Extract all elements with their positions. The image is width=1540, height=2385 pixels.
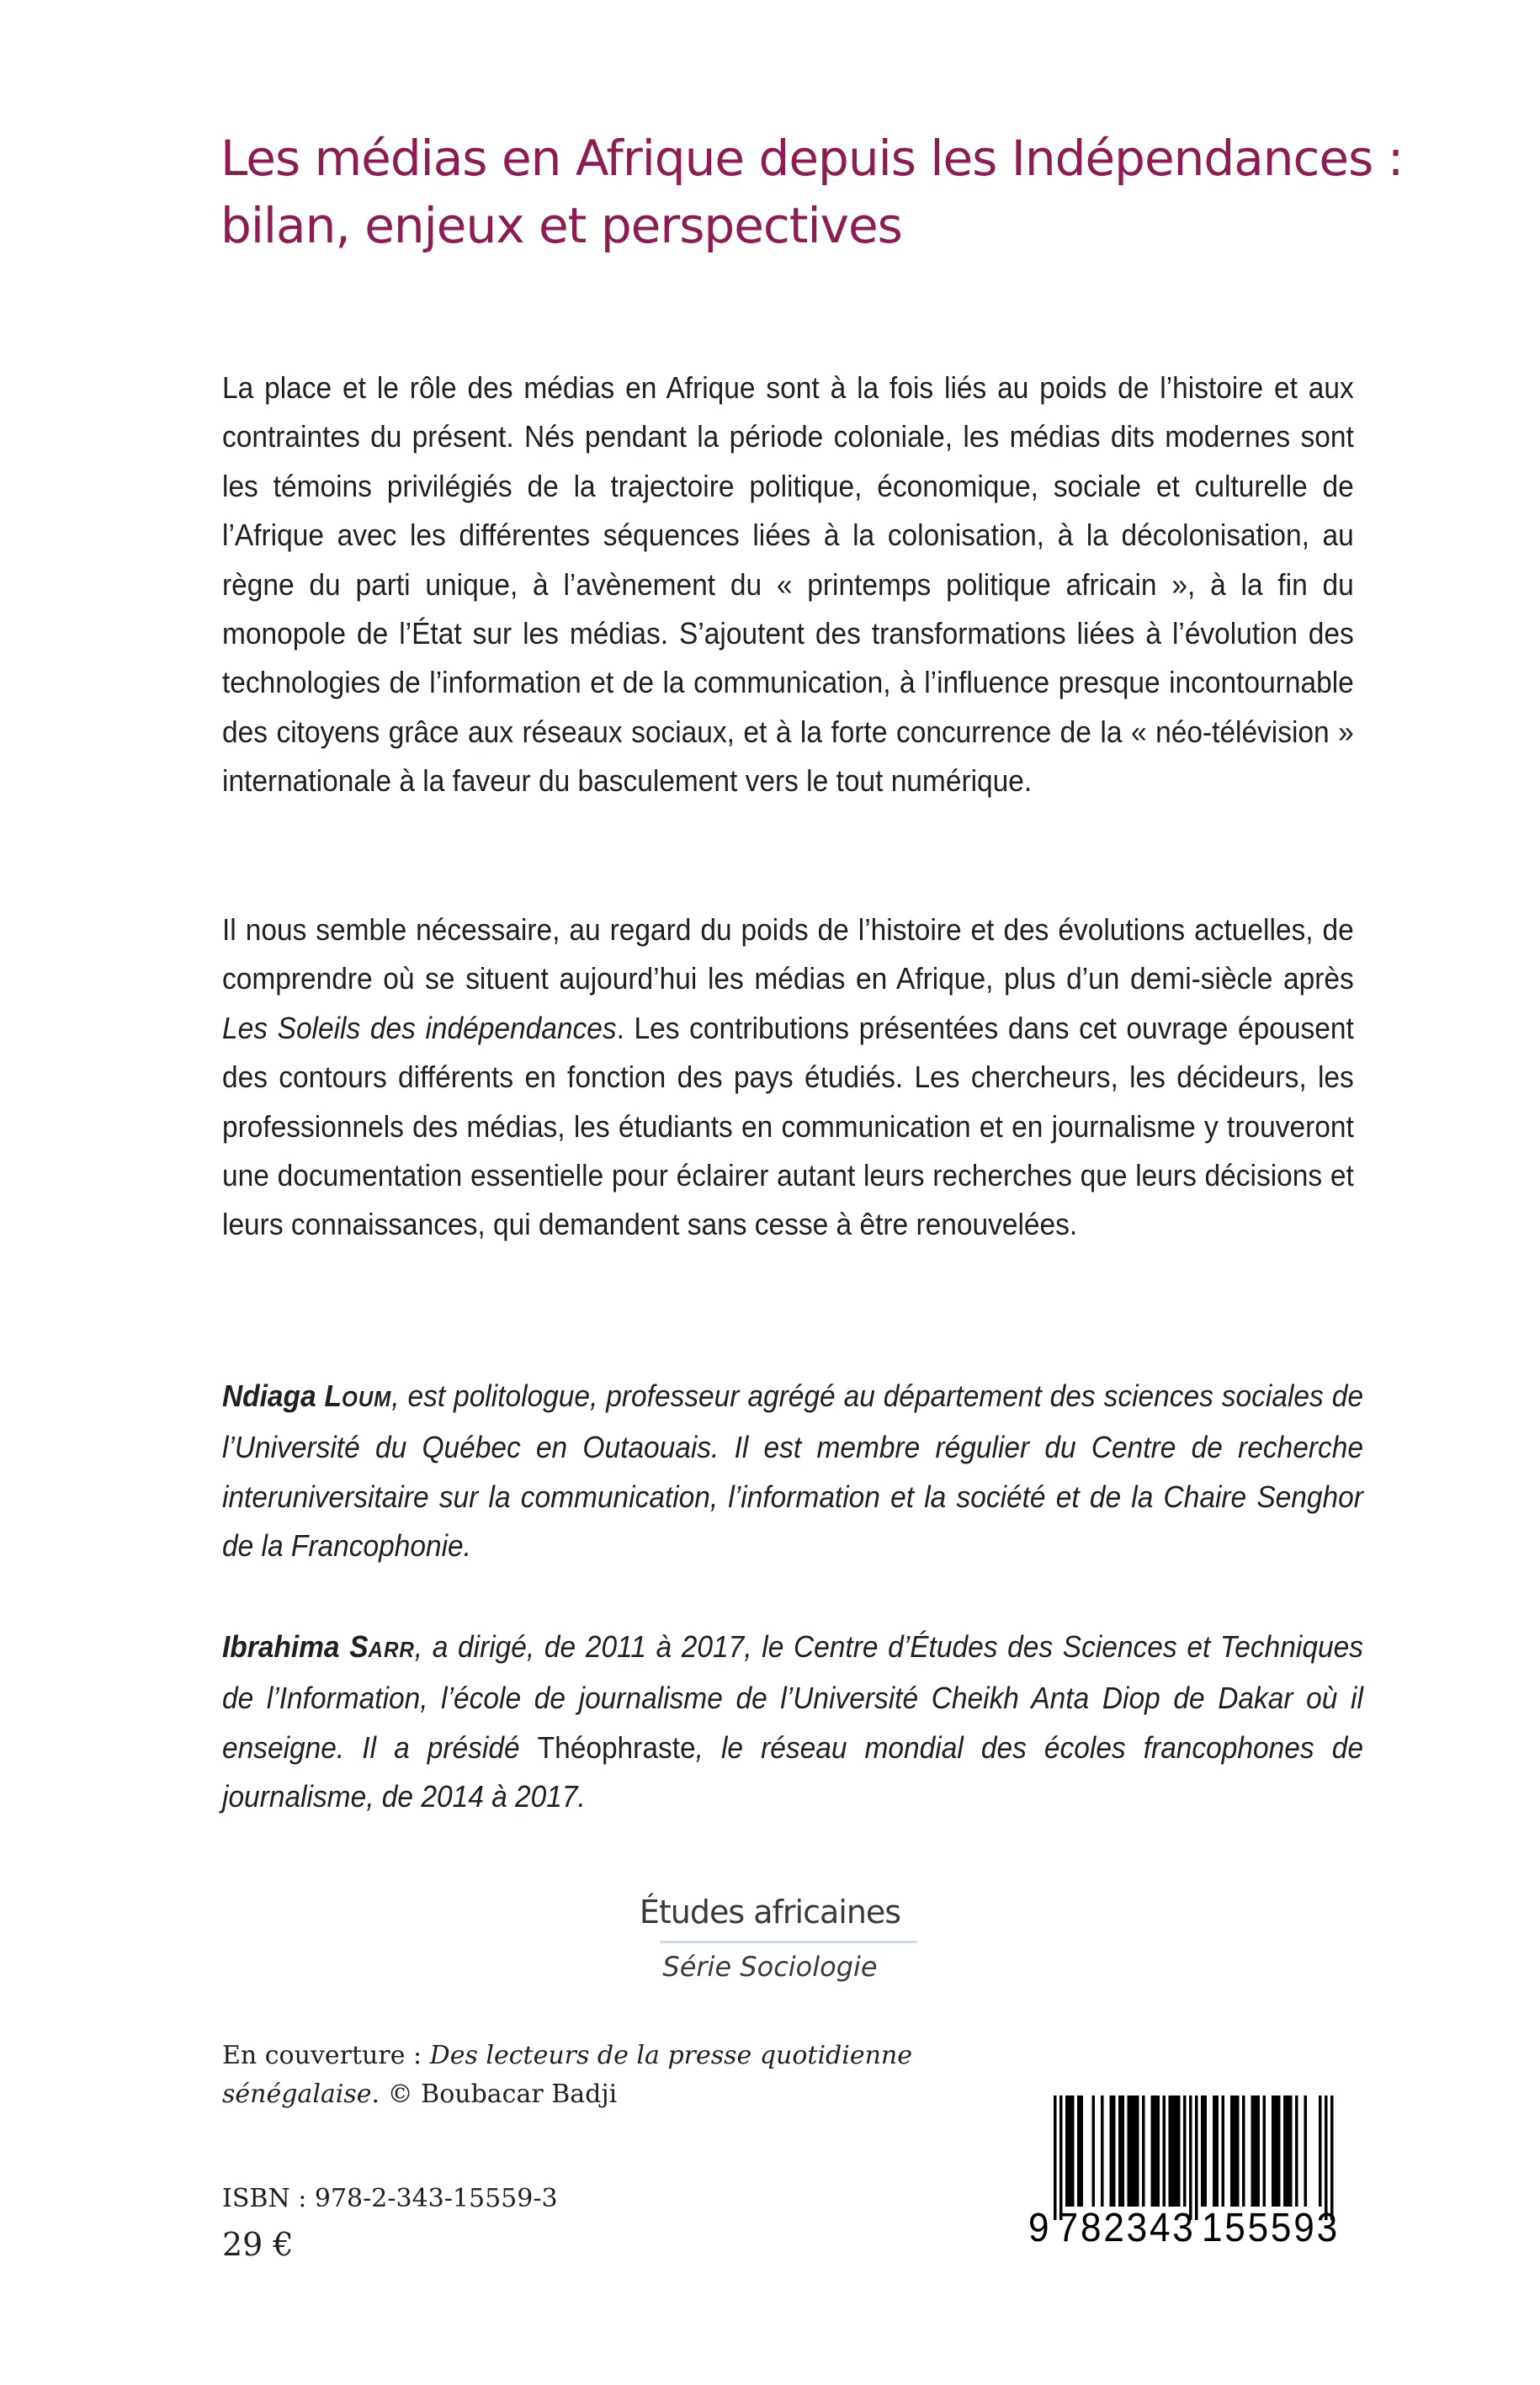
barcode-digit-group-2: 155593 — [1201, 2206, 1340, 2250]
barcode-bar — [1277, 2096, 1281, 2207]
summary-paragraph-2-start: Il nous semble nécessaire, au regard du poids de l’histoire et des évolutions actuelles, de comprendre où se situent aujourd’hui les médias en Afrique, plus d’un demi-siècle après — [222, 912, 1354, 996]
barcode-bar — [1142, 2096, 1145, 2207]
barcode-bar — [1230, 2096, 1234, 2207]
barcode-bar — [1136, 2096, 1139, 2207]
barcode-bar — [1289, 2096, 1293, 2207]
barcode-bar — [1157, 2096, 1160, 2207]
barcode-bar — [1330, 2096, 1334, 2220]
barcode-bar — [1113, 2096, 1116, 2207]
network-name: Théophraste — [537, 1729, 696, 1765]
barcode-bar — [1263, 2096, 1267, 2207]
author-2-bio-text-end: , le réseau mondial des écoles francophones de journalisme, de 2014 à 2017. — [222, 1729, 1363, 1814]
summary-paragraph-1-text: La place et le rôle des médias en Afrique sont à la fois liés au poids de l’histoire et aux contraintes du présent. Nés pendant la période coloniale, les médias dits modernes sont les témoins privilégiés de la trajectoire politique, économique, sociale et culturelle de l’Afrique avec les différentes séquences liées à la colonisation, à la décolonisation, au règne du parti unique, à l’avènement du « printemps politique africain », à la fin du monopole de l’État sur les médias. S’ajoutent des transformations liées à l’évolution des technologies de l’information et de la communication, à l’influence presque incontournable des citoyens grâce aux réseaux sociaux, et à la forte concurrence de la « néo-télévision » internationale à la faveur du basculement vers le tout numérique. — [222, 370, 1354, 799]
barcode-bar — [1242, 2096, 1245, 2207]
barcode-bar — [1189, 2096, 1192, 2220]
series-name: Études africaines — [639, 1894, 901, 1931]
barcode-bar — [1163, 2096, 1166, 2207]
barcode-bar — [1251, 2096, 1255, 2207]
barcode-bar — [1122, 2096, 1125, 2207]
barcode-bars — [1028, 2096, 1348, 2222]
barcode-bar — [1287, 2096, 1290, 2207]
barcode-bar — [1204, 2096, 1208, 2207]
author-bio-2 — [222, 1623, 1363, 1822]
barcode-bar — [1236, 2096, 1240, 2207]
barcode-bar — [1071, 2096, 1075, 2207]
barcode-bar — [1283, 2096, 1287, 2207]
barcode-bar — [1222, 2096, 1225, 2207]
barcode-bar — [1110, 2096, 1113, 2207]
cover-credit — [222, 2037, 963, 2114]
barcode-bar — [1151, 2096, 1155, 2207]
author-1-name: Ndiaga LOUM — [222, 1378, 392, 1413]
barcode-bar — [1065, 2096, 1069, 2207]
author-2-bio-text-start: , a dirigé, de 2011 à 2017, le Centre d’Études des Sciences et Techniques de l’Information, l’école de journalisme de l’Université Cheikh Anta Diop de Dakar où il enseigne. Il a présidé — [222, 1629, 1363, 1765]
barcode-digit-first: 9 — [1028, 2206, 1052, 2250]
book-title-line-1: Les médias en Afrique depuis les Indépendances : — [220, 130, 1404, 187]
barcode-bar — [1169, 2096, 1172, 2207]
barcode-bar — [1118, 2096, 1122, 2207]
barcode-digit-group-1: 782343 — [1057, 2206, 1196, 2250]
barcode-bar — [1272, 2096, 1275, 2207]
barcode-bar — [1304, 2096, 1308, 2207]
barcode-bar — [1134, 2096, 1137, 2207]
barcode-bar — [1128, 2096, 1131, 2207]
cover-credit-work: Des lecteurs de la presse quotidienne sénégalaise — [222, 2041, 913, 2109]
barcode-bar — [1195, 2096, 1198, 2220]
barcode-bar — [1213, 2096, 1216, 2207]
barcode-bar — [1059, 2096, 1063, 2220]
barcode-bar — [1175, 2096, 1178, 2207]
barcode — [1028, 2096, 1348, 2255]
barcode-bar — [1216, 2096, 1219, 2207]
barcode-bar — [1257, 2096, 1261, 2207]
barcode-bar — [1092, 2096, 1096, 2207]
series-divider — [660, 1941, 917, 1943]
cover-credit-label: En couverture : — [222, 2041, 430, 2070]
barcode-bar — [1081, 2096, 1084, 2207]
cover-credit-photographer: . © Boubacar Badji — [371, 2080, 618, 2109]
summary-paragraph-1 — [222, 364, 1354, 806]
cited-book-title: Les Soleils des indépendances — [222, 1010, 617, 1045]
author-bio-1 — [222, 1372, 1363, 1571]
book-title — [220, 125, 1483, 259]
barcode-bar — [1254, 2096, 1257, 2207]
barcode-bar — [1201, 2096, 1204, 2207]
barcode-bar — [1154, 2096, 1157, 2207]
author-1-bio-text: , est politologue, professeur agrégé au département des sciences sociales de l’Université du Québec en Outaouais. Il est membre régulier du Centre de recherche interuniversitaire sur la communication, l’information et la société et de la Chaire Senghor de la Francophonie. — [222, 1378, 1363, 1564]
summary-paragraph-2-end: . Les contributions présentées dans cet ouvrage épousent des contours différents en fonction des pays étudiés. Les chercheurs, les décideurs, les professionnels des médias, les étudiants en communication et en journalisme y trouveront une documentation essentielle pour éclairer autant leurs recherches que leurs décisions et leurs connaissances, qui demandent sans cesse à être renouvelées. — [222, 1010, 1354, 1242]
barcode-bar — [1295, 2096, 1298, 2207]
barcode-bar — [1183, 2096, 1187, 2207]
barcode-bar — [1171, 2096, 1175, 2207]
author-2-name: Ibrahima SARR — [222, 1629, 415, 1664]
series-subseries: Série Sociologie — [662, 1951, 878, 1983]
barcode-bar — [1054, 2096, 1057, 2220]
barcode-bar — [1069, 2096, 1072, 2207]
summary-paragraph-2 — [222, 906, 1354, 1250]
isbn: ISBN : 978-2-343-15559-3 — [222, 2184, 558, 2213]
barcode-digits — [1028, 2206, 1340, 2250]
barcode-bar — [1319, 2096, 1322, 2207]
barcode-bar — [1234, 2096, 1237, 2207]
barcode-bar — [1177, 2096, 1181, 2207]
barcode-bar — [1275, 2096, 1278, 2207]
barcode-bar — [1101, 2096, 1104, 2207]
barcode-bar — [1130, 2096, 1134, 2207]
barcode-bar — [1077, 2096, 1081, 2207]
barcode-bar — [1325, 2096, 1328, 2220]
price: 29 € — [222, 2226, 294, 2263]
book-title-line-2: bilan, enjeux et perspectives — [220, 197, 902, 254]
